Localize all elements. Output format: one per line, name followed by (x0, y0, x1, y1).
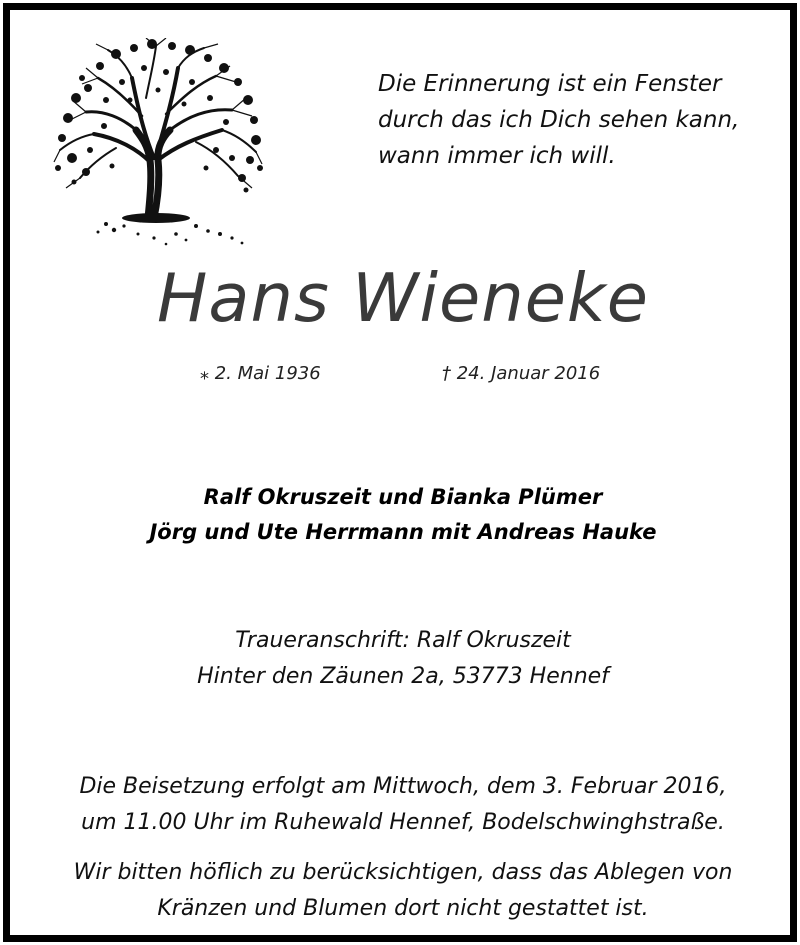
quote-line: durch das ich Dich sehen kann, (378, 107, 740, 133)
request-line: Kränzen und Blumen dort nicht gestattet ist. (157, 896, 649, 921)
deceased-name: Hans Wieneke (157, 259, 649, 337)
request-line: Wir bitten höflich zu berücksichtigen, dass das Ablegen von (73, 860, 733, 885)
burial-line: um 11.00 Uhr im Ruhewald Hennef, Bodelschwinghstraße. (81, 810, 725, 835)
address-line: Traueranschrift: Ralf Okruszeit (235, 628, 571, 653)
survivors (10, 480, 796, 550)
quote-line: wann immer ich will. (378, 143, 616, 169)
burial-line: Die Beisetzung erfolgt am Mittwoch, dem 3. Februar 2016, (79, 774, 727, 799)
address-line: Hinter den Zäunen 2a, 53773 Hennef (197, 664, 609, 689)
obituary-frame (3, 3, 797, 942)
memorial-quote (378, 66, 778, 174)
birth-date: ⁎ 2. Mai 1936 (200, 363, 321, 384)
mourning-address (10, 623, 796, 695)
burial-info (10, 769, 796, 841)
quote-line: Die Erinnerung ist ein Fenster (378, 71, 722, 97)
survivor-line: Ralf Okruszeit und Bianka Plümer (203, 485, 603, 509)
tree-icon (46, 38, 268, 250)
flower-request (10, 855, 796, 927)
death-date: † 24. Januar 2016 (442, 363, 601, 384)
survivor-line: Jörg und Ute Herrmann mit Andreas Hauke (149, 520, 657, 544)
